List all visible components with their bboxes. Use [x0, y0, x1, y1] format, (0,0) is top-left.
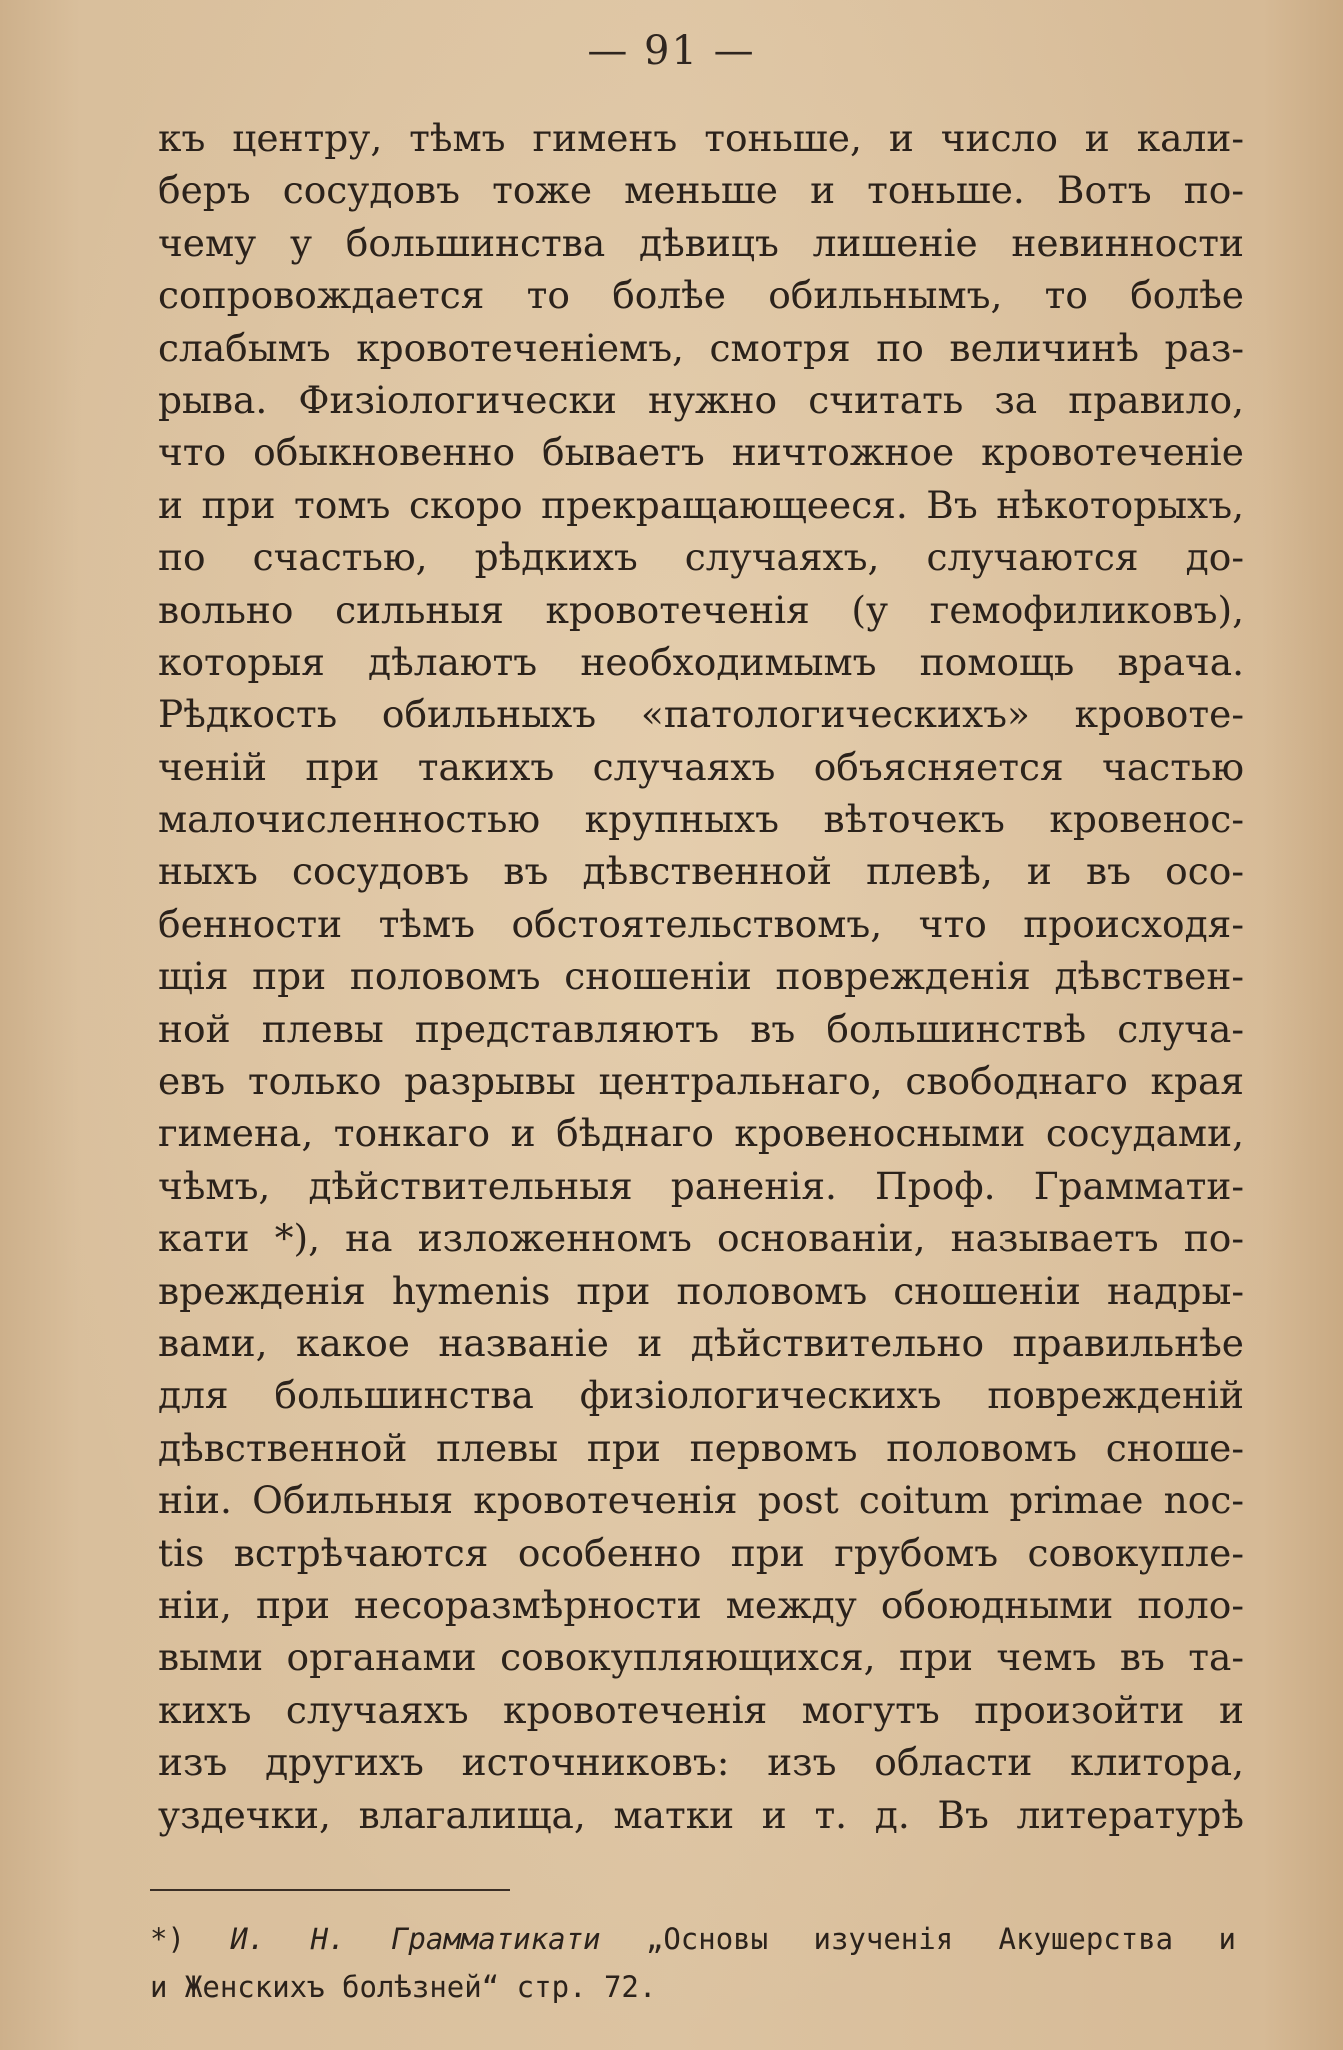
page-number: — 91 —	[587, 28, 756, 74]
footnote-marker: *)	[150, 1922, 185, 1956]
text-line-20: гимена, тонкаго и бѣднаго кровеносными сосудами,	[158, 1111, 1244, 1156]
text-line-25: для большинства физіологическихъ поврежденій	[158, 1373, 1244, 1418]
footnote-author: И. Н. Грамматикати	[230, 1922, 601, 1956]
text-line-3: чему у большинства дѣвицъ лишеніе невинности	[158, 220, 1244, 265]
text-line-9: по счастью, рѣдкихъ случаяхъ, случаются до-	[158, 535, 1244, 580]
footnote-line-1	[150, 1915, 1236, 1963]
text-line-10: вольно сильныя кровотеченія (у гемофиликовъ),	[158, 587, 1244, 632]
text-line-23: врежденія hymenis при половомъ сношеніи надры-	[158, 1268, 1244, 1313]
text-line-14: малочисленностью крупныхъ вѣточекъ кровенос-	[158, 797, 1244, 842]
text-line-1: къ центру, тѣмъ гименъ тоньше, и число и кали-	[158, 116, 1244, 160]
text-line-24: вами, какое названіе и дѣйствительно правильнѣе	[158, 1320, 1244, 1365]
footnote-divider	[150, 1889, 510, 1891]
text-line-31: кихъ случаяхъ кровотеченія могутъ произойти и	[158, 1687, 1244, 1732]
text-line-29: ніи, при несоразмѣрности между обоюдными поло-	[158, 1582, 1244, 1627]
text-line-7: что обыкновенно бываетъ ничтожное кровотеченіе	[158, 430, 1244, 475]
text-line-4: сопровождается то болѣе обильнымъ, то болѣе	[158, 273, 1244, 318]
text-line-33: уздечки, влагалища, матки и т. д. Въ литературѣ	[158, 1792, 1244, 1837]
text-line-6: рыва. Физіологически нужно считать за правило,	[158, 377, 1244, 422]
text-line-28: tis встрѣчаются особенно при грубомъ совокупле-	[158, 1530, 1244, 1575]
text-line-13: ченій при такихъ случаяхъ объясняется частью	[158, 744, 1244, 789]
text-line-32: изъ другихъ источниковъ: изъ области клитора,	[158, 1740, 1244, 1785]
text-line-22: кати *), на изложенномъ основаніи, называетъ по-	[158, 1216, 1244, 1261]
text-line-18: ной плевы представляютъ въ большинствѣ случа-	[158, 1006, 1244, 1051]
text-line-27: ніи. Обильныя кровотеченія post coitum primae noc-	[158, 1478, 1244, 1523]
text-line-11: которыя дѣлаютъ необходимымъ помощь врача.	[158, 639, 1244, 684]
footnote	[150, 1915, 1236, 2011]
body-text	[158, 112, 1244, 1841]
text-line-19: евъ только разрывы центральнаго, свободнаго края	[158, 1059, 1244, 1104]
text-line-5: слабымъ кровотеченіемъ, смотря по величинѣ раз-	[158, 325, 1244, 370]
text-line-30: выми органами совокупляющихся, при чемъ въ та-	[158, 1635, 1244, 1680]
text-line-17: щія при половомъ сношеніи поврежденія дѣвствен-	[158, 954, 1244, 999]
text-line-16: бенности тѣмъ обстоятельствомъ, что происходя-	[158, 901, 1244, 946]
text-line-15: ныхъ сосудовъ въ дѣвственной плевѣ, и въ осо-	[158, 849, 1244, 894]
text-line-2: беръ сосудовъ тоже меньше и тоньше. Вотъ по-	[158, 168, 1244, 213]
text-line-26: дѣвственной плевы при первомъ половомъ сноше-	[158, 1425, 1244, 1470]
text-line-8: и при томъ скоро прекращающееся. Въ нѣкоторыхъ,	[158, 482, 1244, 527]
text-line-12: Рѣдкость обильныхъ «патологическихъ» кровоте-	[158, 692, 1244, 737]
footnote-title-start: „Основы изученія Акушерства и	[645, 1922, 1236, 1956]
text-line-21: чѣмъ, дѣйствительныя раненія. Проф. Граммати-	[158, 1163, 1244, 1208]
footnote-line-2: и Женскихъ болѣзней“ стр. 72.	[150, 1970, 657, 2004]
